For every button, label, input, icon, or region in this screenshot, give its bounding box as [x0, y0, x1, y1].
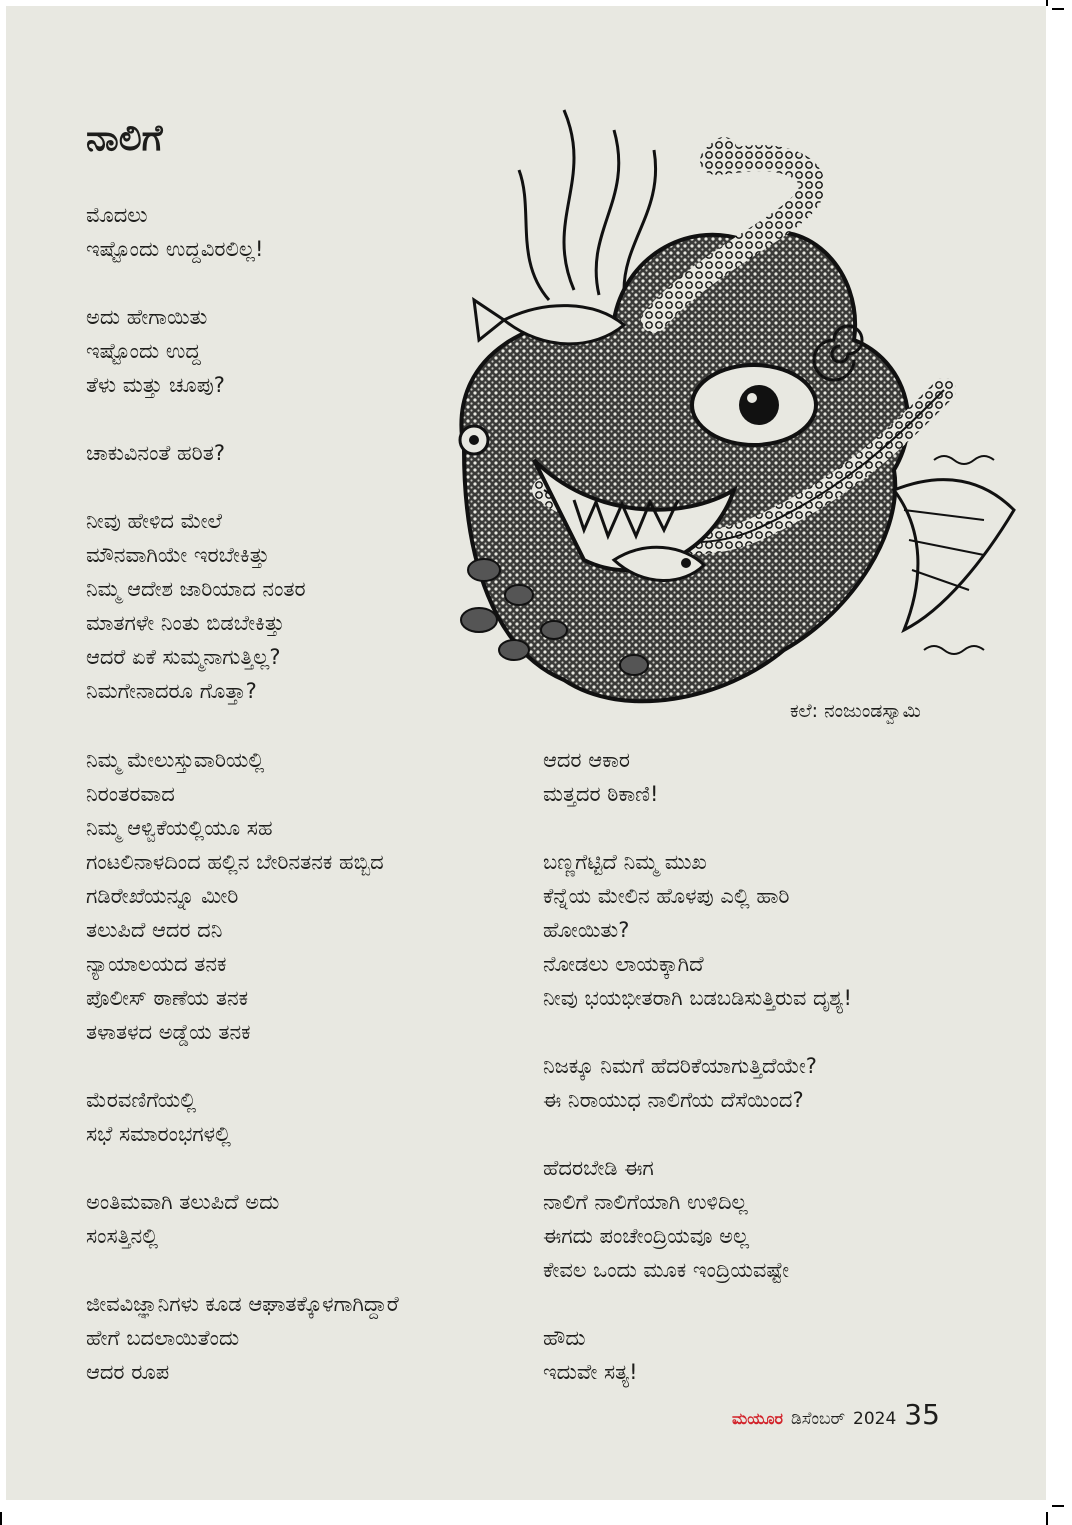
poem-line: ನಿಮಗೇನಾದರೂ ಗೊತ್ತಾ?	[86, 679, 257, 703]
poem-line: ಮೆರವಣಿಗೆಯಲ್ಲಿ	[86, 1088, 197, 1112]
poem-line: ಆದರೆ ಏಕೆ ಸುಮ್ಮನಾಗುತ್ತಿಲ್ಲ?	[86, 645, 281, 669]
poem-line: ನ್ಯಾಯಾಲಯದ ತನಕ	[86, 952, 227, 976]
poem-stanza	[86, 1185, 399, 1253]
crop-mark	[1046, 0, 1048, 6]
poem-line: ತಲುಪಿದೆ ಆದರ ದನಿ	[86, 918, 223, 942]
issue-month: ಡಿಸೆಂಬರ್	[791, 1409, 845, 1429]
poem-column-right	[543, 743, 852, 1389]
poem-line: ಕೇವಲ ಒಂದು ಮೂಕ ಇಂದ್ರಿಯವಷ್ಟೇ	[543, 1258, 790, 1282]
poem-stanza	[86, 743, 399, 1049]
poem-line: ಈ ನಿರಾಯುಧ ನಾಲಿಗೆಯ ದೆಸೆಯಿಂದ?	[543, 1088, 804, 1112]
poem-stanza	[543, 1321, 852, 1389]
poem-stanza	[86, 504, 306, 708]
poem-line: ಮತ್ತದರ ಠಿಕಾಣಿ!	[543, 782, 659, 806]
poem-line: ಜೀವವಿಜ್ಞಾನಿಗಳು ಕೂಡ ಆಘಾತಕ್ಕೊಳಗಾಗಿದ್ದಾರೆ	[86, 1292, 399, 1316]
poem-column-left	[86, 743, 399, 1389]
poem-line: ಮಾತಗಳೇ ನಿಂತು ಬಿಡಬೇಕಿತ್ತು	[86, 611, 285, 635]
poem-line: ಇಷ್ಟೊಂದು ಉದ್ದ	[86, 339, 201, 363]
poem-line: ಹೇಗೆ ಬದಲಾಯಿತೆಂದು	[86, 1326, 240, 1350]
poem-line: ಸಂಸತ್ತಿನಲ್ಲಿ	[86, 1224, 159, 1248]
poem-line: ನೀವು ಹೇಳಿದ ಮೇಲೆ	[86, 509, 222, 533]
poem-line: ಹೆದರಬೇಡಿ ಈಗ	[543, 1156, 654, 1180]
page-footer	[732, 1398, 940, 1434]
poem-line: ಬಣ್ಣಗೆಟ್ಟಿದೆ ನಿಮ್ಮ ಮುಖ	[543, 850, 707, 874]
poem-line: ನಿಮ್ಮ ಆದೇಶ ಜಾರಿಯಾದ ನಂತರ	[86, 577, 306, 601]
crop-mark	[1052, 1505, 1064, 1507]
crop-mark	[1052, 8, 1064, 10]
poem-line: ಈಗದು ಪಂಚೇಂದ್ರಿಯವೂ ಅಲ್ಲ	[543, 1224, 750, 1248]
poem-line: ತಳಾತಳದ ಅಡ್ಡೆಯ ತನಕ	[86, 1020, 251, 1044]
poem-line: ಚಾಕುವಿನಂತೆ ಹರಿತ?	[86, 441, 225, 465]
magazine-logo: ಮಯೂರ	[732, 1409, 784, 1428]
poem-line: ಆದರ ಆಕಾರ	[543, 748, 631, 772]
poem-line: ಇದುವೇ ಸತ್ಯ!	[543, 1360, 638, 1384]
poem-line: ಹೋಯಿತು?	[543, 918, 630, 942]
page-number: 35	[904, 1398, 940, 1431]
poem-line: ನಿಜಕ್ಕೂ ನಿಮಗೆ ಹೆದರಿಕೆಯಾಗುತ್ತಿದೆಯೇ?	[543, 1054, 817, 1078]
poem-line: ಗಡಿರೇಖೆಯನ್ನೂ ಮೀರಿ	[86, 884, 239, 908]
crop-mark	[1046, 1512, 1048, 1525]
crop-mark	[0, 1512, 2, 1525]
poem-title: ನಾಲಿಗೆ	[86, 118, 163, 159]
poem-line: ಕೆನ್ನೆಯ ಮೇಲಿನ ಹೊಳಪು ಎಲ್ಲಿ ಹಾರಿ	[543, 884, 790, 908]
poem-line: ಮೌನವಾಗಿಯೇ ಇರಬೇಕಿತ್ತು	[86, 543, 270, 567]
poem-stanza	[86, 198, 306, 266]
illustration-ink-drawing	[424, 90, 1024, 730]
poem-stanza	[543, 1151, 852, 1287]
issue-year: 2024	[853, 1409, 897, 1429]
poem-line: ನೋಡಲು ಲಾಯಕ್ಕಾಗಿದೆ	[543, 952, 704, 976]
poem-stanza	[543, 1049, 852, 1117]
poem-stanza	[86, 1287, 399, 1389]
poem-line: ನಿಮ್ಮ ಆಳ್ವಿಕೆಯಲ್ಲಿಯೂ ಸಹ	[86, 816, 273, 840]
poem-line: ನಿಮ್ಮ ಮೇಲುಸ್ತುವಾರಿಯಲ್ಲಿ	[86, 748, 265, 772]
poem-stanza	[86, 436, 306, 470]
poem-line: ಇಷ್ಟೊಂದು ಉದ್ದವಿರಲಿಲ್ಲ!	[86, 237, 264, 261]
poem-line: ನೀವು ಭಯಭೀತರಾಗಿ ಬಡಬಡಿಸುತ್ತಿರುವ ದೃಶ್ಯ!	[543, 986, 852, 1010]
fish-tail-fin	[894, 480, 1014, 630]
poem-line: ಹೌದು	[543, 1326, 586, 1350]
poem-line: ಪೊಲೀಸ್ ಠಾಣೆಯ ತನಕ	[86, 986, 249, 1010]
poem-line: ಮೊದಲು	[86, 203, 148, 227]
poem-line: ಸಭೆ ಸಮಾರಂಭಗಳಲ್ಲಿ	[86, 1122, 231, 1146]
poem-stanza	[543, 845, 852, 1015]
poem-line: ನಾಲಿಗೆ ನಾಲಿಗೆಯಾಗಿ ಉಳಿದಿಲ್ಲ	[543, 1190, 748, 1214]
poem-stanza	[86, 300, 306, 402]
poem-stanza	[86, 1083, 399, 1151]
poem-line: ತೆಳು ಮತ್ತು ಚೂಪು?	[86, 373, 225, 397]
illustration-credit: ಕಲೆ: ನಂಜುಂಡಸ್ವಾಮಿ	[790, 700, 921, 722]
poem-stanza	[543, 743, 852, 811]
poem-column-top	[86, 198, 306, 708]
poem-line: ನಿರಂತರವಾದ	[86, 782, 175, 806]
magazine-page	[6, 6, 1046, 1500]
poem-line: ಆದರ ರೂಪ	[86, 1360, 170, 1384]
poem-line: ಅದು ಹೇಗಾಯಿತು	[86, 305, 208, 329]
poem-line: ಅಂತಿಮವಾಗಿ ತಲುಪಿದೆ ಅದು	[86, 1190, 280, 1214]
poem-line: ಗಂಟಲಿನಾಳದಿಂದ ಹಲ್ಲಿನ ಬೇರಿನತನಕ ಹಬ್ಬಿದ	[86, 850, 384, 874]
